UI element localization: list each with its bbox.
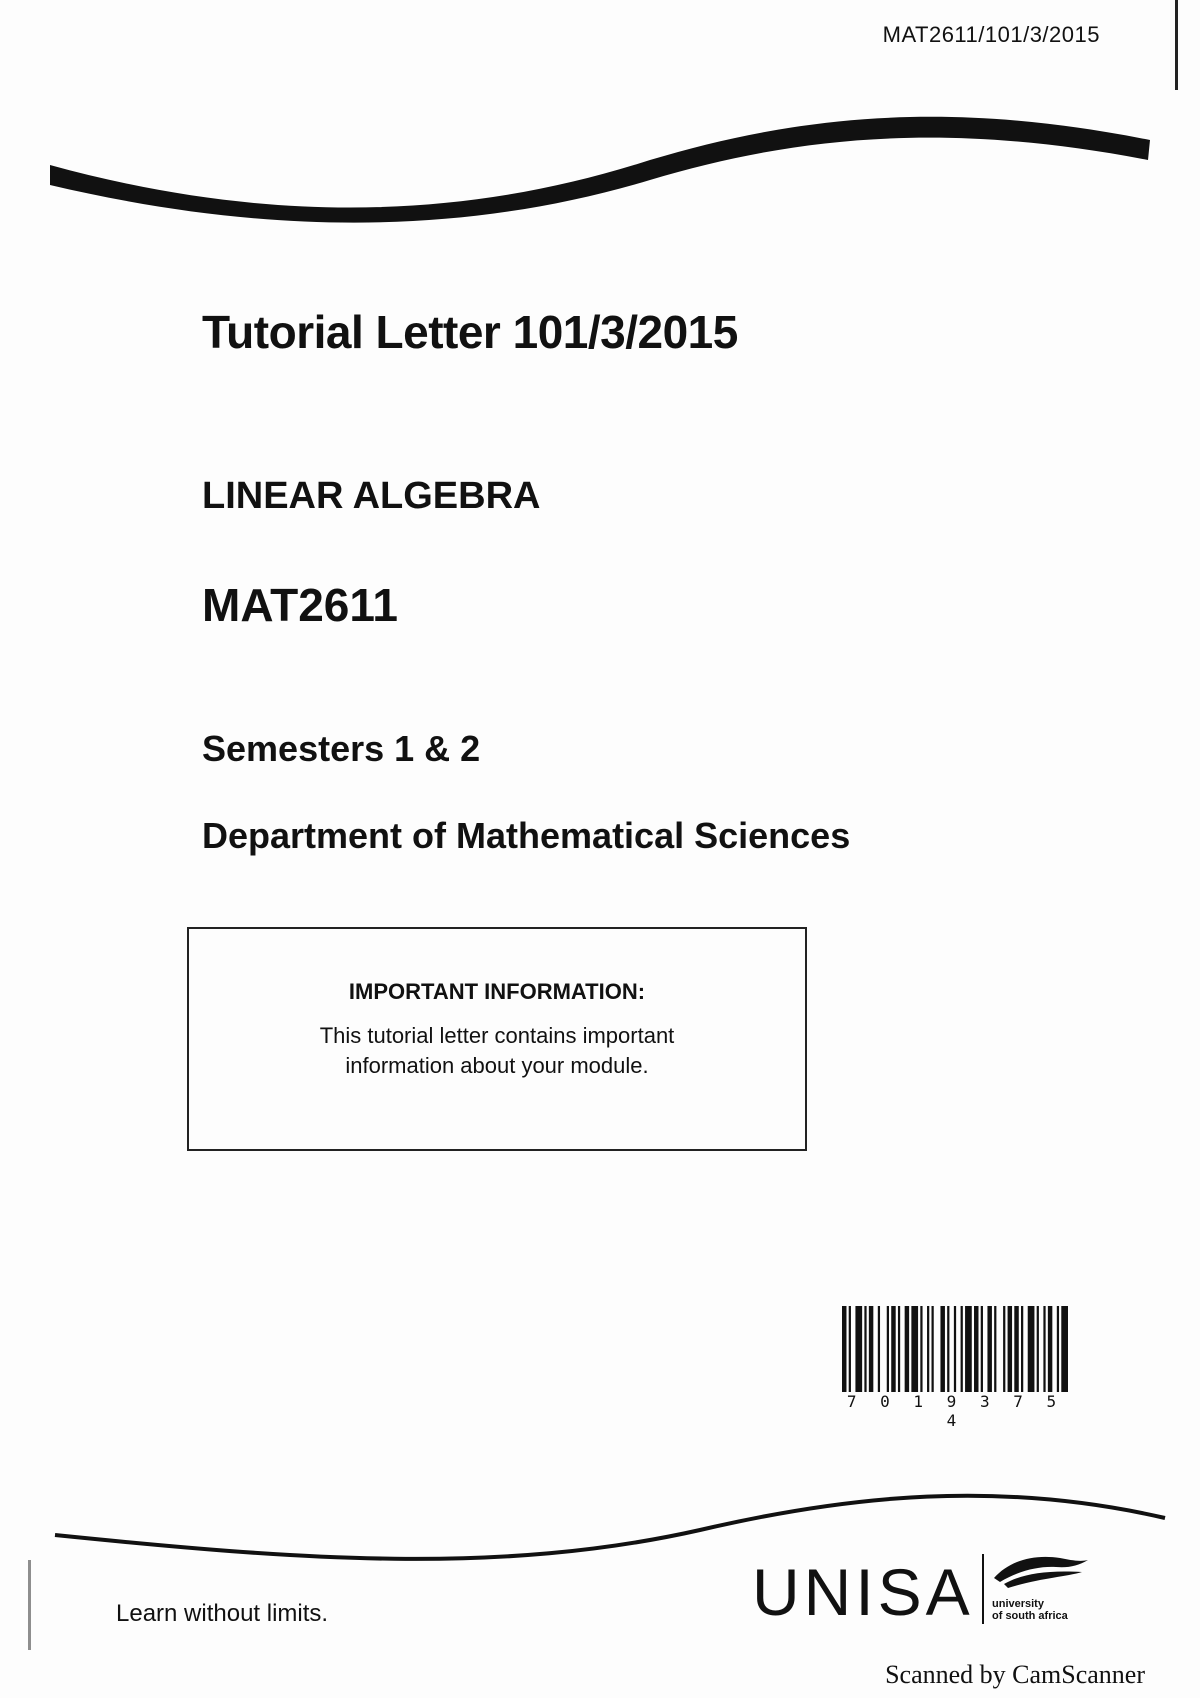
- barcode-bar: [1028, 1306, 1035, 1392]
- barcode-bar: [947, 1306, 949, 1392]
- barcode-bar: [878, 1306, 880, 1392]
- unisa-wing-icon: [990, 1550, 1090, 1594]
- barcode-bar: [1061, 1306, 1068, 1392]
- barcode-bar: [855, 1306, 862, 1392]
- barcode-bar: [940, 1306, 944, 1392]
- top-swoosh-decoration: [0, 0, 1200, 260]
- barcode-number: 7 0 1 9 3 7 5 4: [846, 1392, 1064, 1430]
- barcode-bar: [911, 1306, 918, 1392]
- subject-heading: LINEAR ALGEBRA: [202, 475, 541, 517]
- barcode-bar: [849, 1306, 851, 1392]
- barcode-bar: [987, 1306, 991, 1392]
- barcode-bar: [981, 1306, 983, 1392]
- barcode-bar: [869, 1306, 873, 1392]
- barcode-bar: [842, 1306, 846, 1392]
- barcode-bar: [961, 1306, 963, 1392]
- barcode-bar: [1003, 1306, 1005, 1392]
- barcode-bar: [891, 1306, 895, 1392]
- barcode-bar: [887, 1306, 889, 1392]
- barcode-bar: [1008, 1306, 1012, 1392]
- barcode-bar: [932, 1306, 934, 1392]
- barcode-bar: [994, 1306, 996, 1392]
- scanner-watermark: Scanned by CamScanner: [885, 1660, 1145, 1689]
- barcode-bar: [898, 1306, 900, 1392]
- logo-wordmark: UNISA: [752, 1555, 974, 1629]
- logo-subtitle-line1: university: [992, 1598, 1044, 1610]
- logo-subtitle: [992, 1598, 1068, 1622]
- barcode-bar: [1043, 1306, 1045, 1392]
- footer-tagline: Learn without limits.: [116, 1600, 329, 1627]
- barcode-bar: [1021, 1306, 1023, 1392]
- important-information-heading: IMPORTANT INFORMATION:: [348, 979, 646, 1004]
- barcode: [842, 1306, 1068, 1392]
- important-information-box: [187, 927, 807, 1151]
- module-code: MAT2611: [202, 579, 399, 631]
- logo-subtitle-line2: of south africa: [992, 1610, 1068, 1622]
- barcode-bar: [974, 1306, 978, 1392]
- document-title: Tutorial Letter 101/3/2015: [202, 306, 738, 358]
- barcode-bar: [1037, 1306, 1039, 1392]
- barcode-bar: [965, 1306, 972, 1392]
- barcode-bar: [927, 1306, 929, 1392]
- barcode-bar: [954, 1306, 956, 1392]
- unisa-logo: [752, 1550, 1092, 1630]
- semesters-label: Semesters 1 & 2: [202, 728, 481, 769]
- barcode-bar: [1014, 1306, 1018, 1392]
- department-label: Department of Mathematical Sciences: [202, 815, 851, 856]
- reference-code: MAT2611/101/3/2015: [882, 22, 1100, 47]
- logo-divider: [982, 1554, 984, 1624]
- scan-edge-shadow-left: [28, 1560, 31, 1650]
- barcode-bar: [1048, 1306, 1052, 1392]
- barcode-bar: [1057, 1306, 1059, 1392]
- barcode-bar: [920, 1306, 922, 1392]
- barcode-bar: [905, 1306, 909, 1392]
- barcode-bar: [864, 1306, 866, 1392]
- important-information-text: This tutorial letter contains important information about your module.: [319, 1023, 675, 1078]
